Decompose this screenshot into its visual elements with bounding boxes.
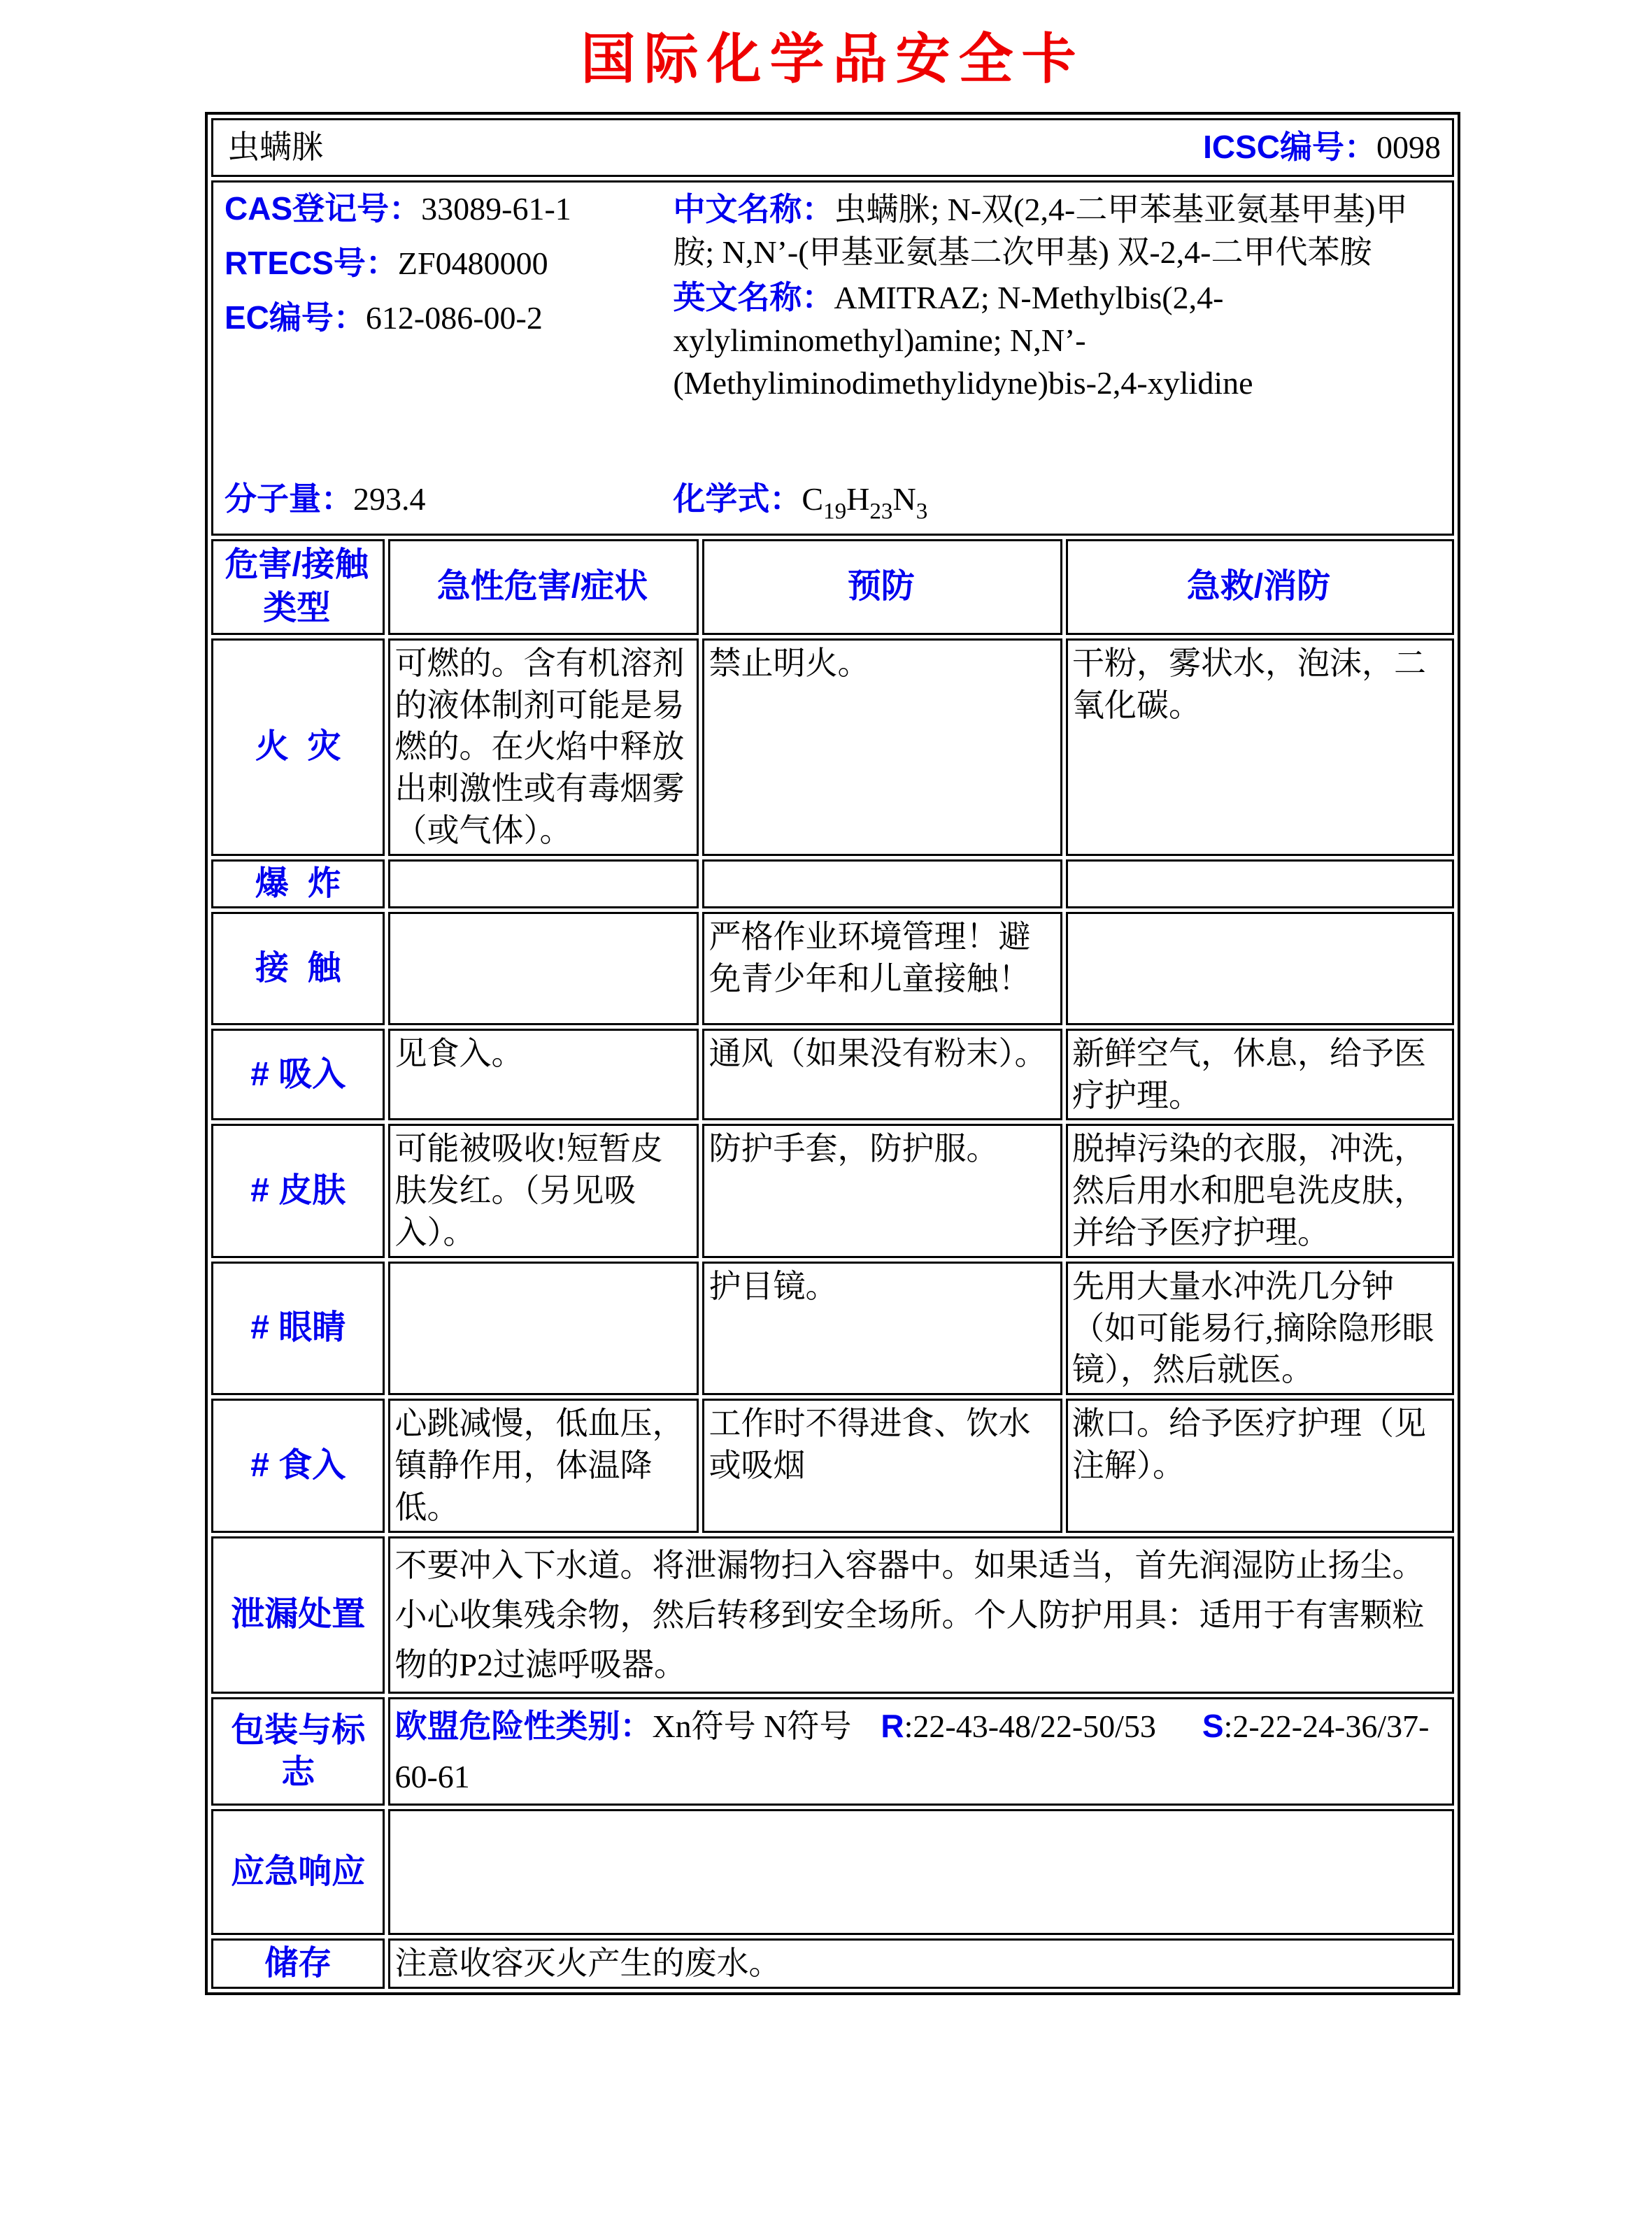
spill-disposal-row [211, 1536, 1454, 1694]
icsc-number-label: ICSC编号： [1203, 129, 1376, 166]
r-phrases-label: R [881, 1708, 904, 1745]
eyes-symptoms-cell [388, 1262, 699, 1395]
icsc-card-table [205, 112, 1460, 1995]
col-header-prevention: 预防 [702, 539, 1062, 635]
ingestion-symptoms-cell: 心跳减慢，低血压，镇静作用，体温降低。 [388, 1399, 699, 1532]
fire-label-cell: 火 灾 [211, 638, 385, 856]
storage-content-cell: 注意收容灭火产生的废水。 [388, 1938, 1454, 1989]
emergency-response-content-cell [388, 1809, 1454, 1935]
s-phrases-label: S [1202, 1708, 1224, 1745]
fire-symptoms-cell: 可燃的。含有机溶剂的液体制剂可能是易燃的。在火焰中释放出刺激性或有毒烟雾（或气体）。 [388, 638, 699, 856]
icsc-number-group [1203, 127, 1441, 169]
molecular-weight-label: 分子量： [225, 480, 353, 517]
fire-prevention-cell: 禁止明火。 [702, 638, 1062, 856]
ingestion-label-cell: # 食入 [211, 1399, 385, 1532]
skin-first-aid-cell: 脱掉污染的衣服，冲洗，然后用水和肥皂洗皮肤，并给予医疗护理。 [1066, 1124, 1454, 1257]
explosion-row [211, 859, 1454, 908]
identifiers-row [211, 180, 1454, 536]
emergency-response-row [211, 1809, 1454, 1935]
packaging-labelling-row [211, 1697, 1454, 1806]
substance-header-row [211, 118, 1454, 177]
rtecs-line [225, 243, 673, 285]
ec-value: 612-086-00-2 [365, 299, 543, 336]
chemical-formula-label: 化学式： [673, 480, 802, 517]
spill-disposal-content-cell: 不要冲入下水道。将泄漏物扫入容器中。如果适当，首先润湿防止扬尘。小心收集残余物，然后转移到安全场所。个人防护用具：适用于有害颗粒物的P2过滤呼吸器。 [388, 1536, 1454, 1694]
skin-row [211, 1124, 1454, 1257]
icsc-number-value: 0098 [1376, 129, 1441, 166]
chemical-formula-group [673, 478, 1446, 527]
mw-formula-line [219, 478, 1446, 527]
registry-numbers-block [219, 188, 673, 408]
rtecs-label: RTECS号： [225, 244, 398, 281]
inhalation-row [211, 1029, 1454, 1121]
english-name-line [673, 276, 1444, 404]
cas-label: CAS登记号： [225, 190, 422, 227]
packaging-labelling-content-cell [388, 1697, 1454, 1806]
explosion-symptoms-cell [388, 859, 699, 908]
substance-header-cell [211, 118, 1454, 177]
s-phrases-value: :2-22-24-36/37-60-61 [394, 1708, 1430, 1794]
emergency-response-label-cell: 应急响应 [211, 1809, 385, 1935]
packaging-labelling-label-cell: 包装与标志 [211, 1697, 385, 1806]
fire-row [211, 638, 1454, 856]
col-header-acute-symptoms: 急性危害/症状 [388, 539, 699, 635]
eyes-row [211, 1262, 1454, 1395]
skin-prevention-cell: 防护手套，防护服。 [702, 1124, 1062, 1257]
skin-label-cell: # 皮肤 [211, 1124, 385, 1257]
formula-subscript: 3 [916, 498, 928, 524]
eyes-label-cell: # 眼睛 [211, 1262, 385, 1395]
molecular-weight-group [219, 478, 673, 520]
storage-label-cell: 储存 [211, 1938, 385, 1989]
chinese-name-label: 中文名称： [673, 191, 834, 227]
r-phrases-value: :22-43-48/22-50/53 [904, 1708, 1156, 1745]
inhalation-label-cell: # 吸入 [211, 1029, 385, 1121]
cas-line [225, 188, 673, 230]
ingestion-prevention-cell: 工作时不得进食、饮水或吸烟 [702, 1399, 1062, 1532]
formula-element: H [846, 481, 870, 517]
formula-element: N [892, 481, 916, 517]
formula-element: C [802, 481, 824, 517]
contact-first-aid-cell [1066, 912, 1454, 1025]
fire-first-aid-cell: 干粉，雾状水，泡沫，二氧化碳。 [1066, 638, 1454, 856]
contact-label-cell: 接 触 [211, 912, 385, 1025]
chinese-name-value: 虫螨脒; N-双(2,4-二甲苯基亚氨基甲基)甲胺; N,N’-(甲基亚氨基二次甲基) 双-2,4-二甲代苯胺 [673, 192, 1408, 270]
inhalation-prevention-cell: 通风（如果没有粉末）。 [702, 1029, 1062, 1121]
title-bar [205, 0, 1460, 94]
column-header-row [211, 539, 1454, 635]
col-header-first-aid: 急救/消防 [1066, 539, 1454, 635]
spill-disposal-label-cell: 泄漏处置 [211, 1536, 385, 1694]
rtecs-value: ZF0480000 [397, 245, 548, 281]
explosion-prevention-cell [702, 859, 1062, 908]
molecular-weight-value: 293.4 [353, 481, 426, 517]
formula-subscript: 23 [869, 498, 893, 524]
formula-subscript: 19 [823, 498, 847, 524]
eu-hazard-class-label: 欧盟危险性类别： [394, 1708, 653, 1745]
english-name-label: 英文名称： [673, 279, 834, 316]
explosion-label-cell: 爆 炸 [211, 859, 385, 908]
chemical-formula-value [802, 481, 928, 524]
identifiers-cell [211, 180, 1454, 536]
substance-name: 虫螨脒 [227, 129, 324, 166]
contact-prevention-cell: 严格作业环境管理！避免青少年和儿童接触！ [702, 912, 1062, 1025]
english-name-value: AMITRAZ; N-Methylbis(2,4-xylyliminomethyl)amine; N,N’-(Methyliminodimethylidyne)bis-2,4-xylidine [673, 280, 1253, 401]
chemical-names-block [673, 188, 1446, 408]
page-title: 国际化学品安全卡 [581, 29, 1085, 90]
skin-symptoms-cell: 可能被吸收!短暂皮肤发红。（另见吸入）。 [388, 1124, 699, 1257]
explosion-first-aid-cell [1066, 859, 1454, 908]
contact-symptoms-cell [388, 912, 699, 1025]
chinese-name-line [673, 188, 1444, 273]
ingestion-row [211, 1399, 1454, 1532]
ingestion-first-aid-cell: 漱口。给予医疗护理（见注解）。 [1066, 1399, 1454, 1532]
ec-label: EC编号： [225, 299, 366, 336]
col-header-hazard-type: 危害/接触类型 [211, 539, 385, 635]
eu-hazard-class-value: Xn符号 N符号 [652, 1708, 852, 1745]
storage-row [211, 1938, 1454, 1989]
contact-row [211, 912, 1454, 1025]
eyes-first-aid-cell: 先用大量水冲洗几分钟（如可能易行,摘除隐形眼镜），然后就医。 [1066, 1262, 1454, 1395]
inhalation-first-aid-cell: 新鲜空气，休息，给予医疗护理。 [1066, 1029, 1454, 1121]
cas-value: 33089-61-1 [421, 191, 571, 227]
inhalation-symptoms-cell: 见食入。 [388, 1029, 699, 1121]
eyes-prevention-cell: 护目镜。 [702, 1262, 1062, 1395]
ec-line [225, 297, 673, 339]
